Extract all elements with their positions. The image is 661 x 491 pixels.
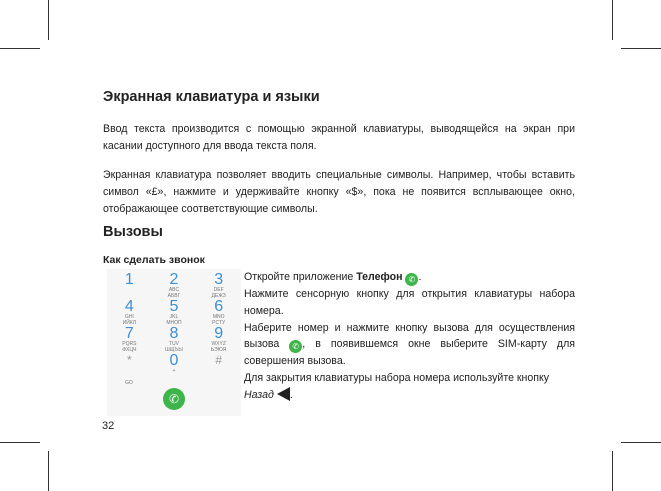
keypad-key bbox=[152, 272, 197, 299]
back-icon bbox=[277, 387, 290, 401]
key-letters: ДЕЖЗ bbox=[211, 293, 226, 299]
keypad-key bbox=[196, 326, 241, 353]
crop-mark bbox=[621, 442, 661, 443]
call-button-wrap bbox=[107, 388, 241, 410]
key-letters: WXYZ bbox=[211, 341, 226, 347]
key-digit: # bbox=[215, 353, 222, 367]
call-instructions-row bbox=[103, 269, 575, 416]
key-letters: АБВГ bbox=[167, 293, 181, 299]
section-title: Экранная клавиатура и языки bbox=[103, 89, 320, 105]
key-letters: ЬЭЮЯ bbox=[210, 347, 227, 353]
key-letters: МНОП bbox=[166, 320, 182, 326]
crop-mark bbox=[612, 0, 613, 40]
crop-mark bbox=[48, 451, 49, 491]
keypad-key bbox=[196, 272, 241, 299]
back-label: Назад bbox=[244, 388, 274, 401]
step-text: . bbox=[418, 271, 422, 283]
crop-mark bbox=[0, 48, 40, 49]
crop-mark bbox=[612, 451, 613, 491]
keypad-key bbox=[107, 353, 152, 380]
step-text: Нажмите сенсорную кнопку для открытия клавиатуры набора номера. bbox=[244, 288, 575, 317]
step-text: , в появившемся окне выберите SIM-карту для совершения вызова. bbox=[244, 338, 575, 368]
step-text: Для закрытия клавиатуры набора номера используйте кнопку bbox=[244, 372, 550, 385]
key-digit: 5 bbox=[169, 298, 179, 315]
key-letters: ШЩЪЫ bbox=[165, 347, 183, 353]
dialpad-image bbox=[107, 269, 241, 416]
step-text: Наберите номер и нажмите кнопку вызова для осуществления вызова bbox=[244, 321, 575, 351]
phone-icon: ✆ bbox=[289, 340, 302, 353]
key-letters: GHI bbox=[124, 314, 134, 320]
key-digit: 3 bbox=[214, 271, 224, 288]
key-letters: DEF bbox=[213, 287, 224, 293]
keypad-key bbox=[107, 326, 152, 353]
app-name: Телефон bbox=[356, 271, 403, 283]
key-digit: 7 bbox=[124, 325, 134, 342]
key-letters: РСТУ bbox=[212, 320, 226, 326]
keypad-label: GO bbox=[125, 380, 133, 386]
key-digit: 1 bbox=[124, 271, 134, 288]
step-text: Откройте приложение bbox=[244, 271, 357, 283]
subheading: Как сделать звонок bbox=[103, 254, 205, 266]
key-letters: TUV bbox=[168, 341, 179, 347]
page-number: 32 bbox=[102, 420, 115, 432]
key-digit: 8 bbox=[169, 325, 179, 342]
key-letters: ИЙКЛ bbox=[122, 320, 137, 326]
crop-mark bbox=[48, 0, 49, 40]
key-digit: 0 bbox=[169, 352, 179, 369]
key-letters: ABC bbox=[168, 287, 180, 293]
paragraph: Ввод текста производится с помощью экранной клавиатуры, выводящейся на экран при касании доступного для ввода текста поля. bbox=[103, 123, 575, 152]
calls-title: Вызовы bbox=[103, 224, 163, 240]
keypad-key bbox=[152, 353, 197, 380]
crop-mark bbox=[621, 48, 661, 49]
key-digit: 9 bbox=[214, 325, 224, 342]
keypad-key bbox=[196, 353, 241, 380]
key-letters: ФХЦЧ bbox=[122, 347, 137, 353]
page-content bbox=[103, 88, 575, 416]
key-letters: MNO bbox=[212, 314, 225, 320]
paragraph: Экранная клавиатура позволяет вводить специальные символы. Например, чтобы вставить символ «£», нажмите и удерживайте кнопку «$», пока не появится всплывающее окно, отображающее соответствующие символы. bbox=[103, 169, 575, 215]
key-digit: 6 bbox=[214, 298, 224, 315]
phone-icon: ✆ bbox=[405, 273, 418, 286]
call-button-icon: ✆ bbox=[163, 388, 185, 410]
key-letters: JKL bbox=[169, 314, 179, 320]
keypad-grid bbox=[107, 272, 241, 380]
key-letters: PQRS bbox=[122, 341, 137, 347]
keypad-key bbox=[107, 299, 152, 326]
keypad-key bbox=[196, 299, 241, 326]
key-digit: * bbox=[126, 353, 132, 367]
crop-mark bbox=[0, 442, 40, 443]
instructions bbox=[244, 269, 575, 404]
step-text: . bbox=[289, 388, 293, 401]
key-letters: + bbox=[172, 368, 176, 374]
keypad-key bbox=[152, 326, 197, 353]
keypad-key bbox=[107, 272, 152, 299]
keypad-key bbox=[152, 299, 197, 326]
key-digit: 2 bbox=[169, 271, 179, 288]
key-digit: 4 bbox=[124, 298, 134, 315]
